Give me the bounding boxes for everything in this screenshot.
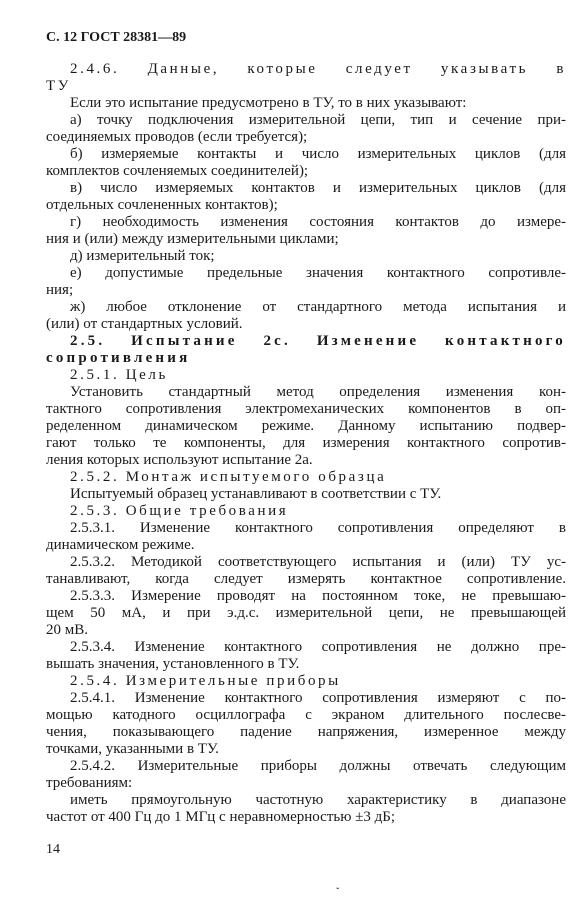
paragraph-line: ния; (46, 282, 74, 298)
paragraph-line: ления которых используют испытание 2а. (46, 452, 313, 468)
paragraph-line: 2.5.3.3. Измерение проводят на постоянном токе, не превышаю- (70, 588, 566, 604)
page-number: 14 (46, 842, 60, 857)
paragraph-line: вышать значения, установленного в ТУ. (46, 656, 300, 672)
paragraph-line: ж) любое отклонение от стандартного метода испытания и (70, 299, 566, 315)
paragraph-line: 2.5.4.2. Измерительные приборы должны отвечать следующим (70, 758, 566, 774)
paragraph-line: щем 50 мА, и при э.д.с. измерительной цепи, не превышающей (46, 605, 566, 621)
paragraph-line: е) допустимые предельные значения контактного сопротивле- (70, 265, 566, 281)
paragraph-line: Установить стандартный метод определения изменения кон- (70, 384, 566, 400)
paragraph-line: чения, показывающего падение напряжения, измеренное между (46, 724, 566, 740)
paragraph-line: д) измерительный ток; (70, 248, 215, 264)
paragraph-line: 2.5.3.4. Изменение контактного сопротивления не должно пре- (70, 639, 566, 655)
paragraph-line: динамическом режиме. (46, 537, 195, 553)
paragraph-line: точками, указанными в ТУ. (46, 741, 219, 757)
paragraph-line: тактного сопротивления электромеханических компонентов в оп- (46, 401, 566, 417)
subsection-heading: 2.5.3. Общие требования (70, 503, 289, 519)
paragraph-line: частот от 400 Гц до 1 МГц с неравномерностью ±3 дБ; (46, 809, 396, 825)
paragraph-line: ния и (или) между измерительными циклами; (46, 231, 339, 247)
page-header: С. 12 ГОСТ 28381—89 (46, 30, 187, 45)
paragraph-line: соединяемых проводов (если требуется); (46, 129, 308, 145)
paragraph-line: ТУ (46, 78, 71, 94)
subsection-heading: 2.5.2. Монтаж испытуемого образца (70, 469, 387, 485)
paragraph-line: требованиям: (46, 775, 133, 791)
paragraph-line: ределенном динамическом режиме. Данному испытанию подвер- (46, 418, 566, 434)
section-heading: сопротивления (46, 350, 191, 366)
paragraph-line: отдельных сочлененных контактов); (46, 197, 278, 213)
paragraph-line: Если это испытание предусмотрено в ТУ, то в них указывают: (70, 95, 467, 111)
paragraph-line: 2.5.3.2. Методикой соответствующего испытания и (или) ТУ ус- (70, 554, 566, 570)
paragraph-line: 2.5.3.1. Изменение контактного сопротивления определяют в (70, 520, 566, 536)
paragraph-line: Испытуемый образец устанавливают в соответствии с ТУ. (70, 486, 442, 502)
paragraph-line: мощью катодного осциллографа с экраном длительного послесве- (46, 707, 566, 723)
paragraph-line: 20 мВ. (46, 622, 88, 638)
subsection-heading: 2.5.1. Цель (70, 367, 168, 383)
paragraph-line: гают только те компоненты, для измерения контактного сопротив- (46, 435, 566, 451)
paragraph-line: б) измеряемые контакты и число измерительных циклов (для (70, 146, 566, 162)
paragraph-line: танавливают, когда следует измерять контактное сопротивление. (46, 571, 566, 587)
subsection-heading: 2.5.4. Измерительные приборы (70, 673, 341, 689)
section-heading: 2.5. Испытание 2с. Изменение контактного (70, 333, 566, 349)
paragraph-line: г) необходимость изменения состояния контактов до измере- (70, 214, 566, 230)
paragraph-line: комплектов сочленяемых соединителей); (46, 163, 309, 179)
paragraph-line: в) число измеряемых контактов и измерительных циклов (для (70, 180, 566, 196)
paragraph-line: 2.5.4.1. Изменение контактного сопротивления измеряют с по- (70, 690, 566, 706)
paragraph-line: (или) от стандартных условий. (46, 316, 243, 332)
paragraph-line: а) точку подключения измерительной цепи, тип и сечение при- (70, 112, 566, 128)
paragraph-line: иметь прямоугольную частотную характеристику в диапазоне (70, 792, 566, 808)
paragraph-line: 2.4.6. Данные, которые следует указывать в (70, 61, 566, 77)
scan-mark: ˇ (336, 887, 340, 898)
